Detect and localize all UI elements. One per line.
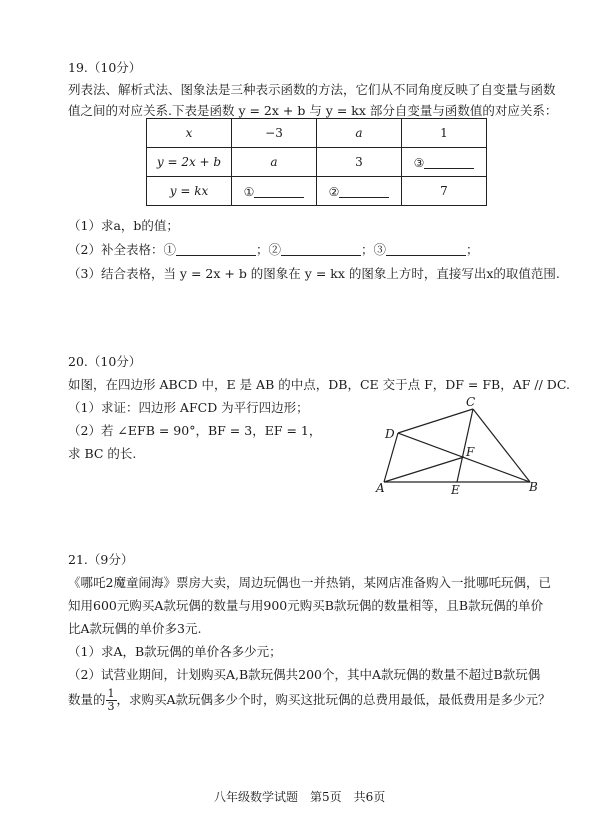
table-cell: a	[232, 148, 317, 177]
answer-blank-1[interactable]	[176, 242, 256, 256]
q19-intro-line2: 值之间的对应关系.下表是函数 y = 2x + b 与 y = kx 部分自变量与函数值的对应关系：	[68, 103, 558, 118]
table-cell-blank	[402, 148, 487, 177]
point-label-d: D	[385, 427, 395, 441]
blank-marker: ①	[243, 184, 255, 199]
q19-intro-line1: 列表法、解析式法、图象法是三种表示函数的方法，它们从不同角度反映了自变量与函数	[68, 82, 556, 97]
page-footer: 八年级数学试题 第5页 共6页	[214, 790, 386, 804]
table-cell: 3	[317, 148, 402, 177]
answer-blank-2[interactable]	[281, 242, 361, 256]
table-row-x	[147, 119, 487, 148]
q21-part2a: （2）试营业期间，计划购买A,B款玩偶共200个，其中A款玩偶的数量不超过B款玩偶	[68, 667, 541, 682]
table-row-linear	[147, 148, 487, 177]
q21-line2: 知用600元购买A款玩偶的数量与用900元购买B款玩偶的数量相等，且B款玩偶的单价	[68, 598, 544, 613]
part2b-pre: 数量的	[68, 692, 106, 707]
table-cell: y = kx	[147, 177, 232, 206]
q21-line1: 《哪吒2魔童闹海》票房大卖，周边玩偶也一并热销，某网店准备购入一批哪吒玩偶，已	[68, 575, 551, 590]
part2-mark3: ；③	[360, 242, 386, 257]
part2b-post: ，求购买A款玩偶多少个时，购买这批玩偶的总费用最低，最低费用是多少元？	[116, 692, 551, 707]
q20-part1: （1）求证：四边形 AFCD 为平行四边形；	[68, 400, 309, 415]
fraction-denominator: 3	[107, 700, 115, 713]
point-label-e: E	[451, 483, 460, 497]
answer-blank[interactable]	[424, 155, 474, 169]
part2-end: ；	[466, 242, 479, 257]
table-cell: −3	[232, 119, 317, 148]
q19-part1: （1）求a，b的值；	[68, 218, 179, 233]
part2-label: （2）补全表格：①	[68, 242, 176, 257]
q19-part3: （3）结合表格，当 y = 2x + b 的图象在 y = kx 的图象上方时，直接写出x的取值范围.	[68, 266, 560, 281]
q20-part2b: 求 BC 的长.	[68, 446, 137, 461]
answer-blank-3[interactable]	[386, 242, 466, 256]
answer-blank[interactable]	[254, 184, 304, 198]
point-label-b: B	[529, 480, 538, 494]
part2-mark2: ；②	[255, 242, 281, 257]
blank-marker: ②	[328, 184, 340, 199]
q19-header: 19.（10分）	[68, 60, 142, 75]
q20-line1: 如图，在四边形 ABCD 中，E 是 AB 的中点，DB，CE 交于点 F，DF = FB，AF // DC.	[68, 377, 570, 392]
q21-header: 21.（9分）	[68, 552, 134, 567]
fraction-one-third	[106, 688, 117, 713]
table-cell: 1	[402, 119, 487, 148]
blank-marker: ③	[413, 155, 425, 170]
q21-line3: 比A款玩偶的单价多3元.	[68, 621, 202, 636]
q20-part2: （2）若 ∠EFB = 90°，BF = 3，EF = 1，	[68, 423, 322, 438]
q20-header: 20.（10分）	[68, 354, 142, 369]
point-label-a: A	[376, 481, 385, 495]
function-value-table	[146, 118, 487, 206]
table-cell: y = 2x + b	[147, 148, 232, 177]
table-cell: a	[317, 119, 402, 148]
table-cell: 7	[402, 177, 487, 206]
fraction-numerator: 1	[107, 687, 115, 700]
answer-blank[interactable]	[339, 184, 389, 198]
q19-part2	[68, 240, 479, 258]
table-cell-blank	[317, 177, 402, 206]
table-cell-blank	[232, 177, 317, 206]
point-label-c: C	[466, 395, 476, 409]
q21-part2b	[68, 688, 551, 713]
point-label-f: F	[466, 445, 475, 459]
table-row-proportional	[147, 177, 487, 206]
q21-part1: （1）求A，B款玩偶的单价各多少元；	[68, 644, 282, 659]
table-cell: x	[147, 119, 232, 148]
